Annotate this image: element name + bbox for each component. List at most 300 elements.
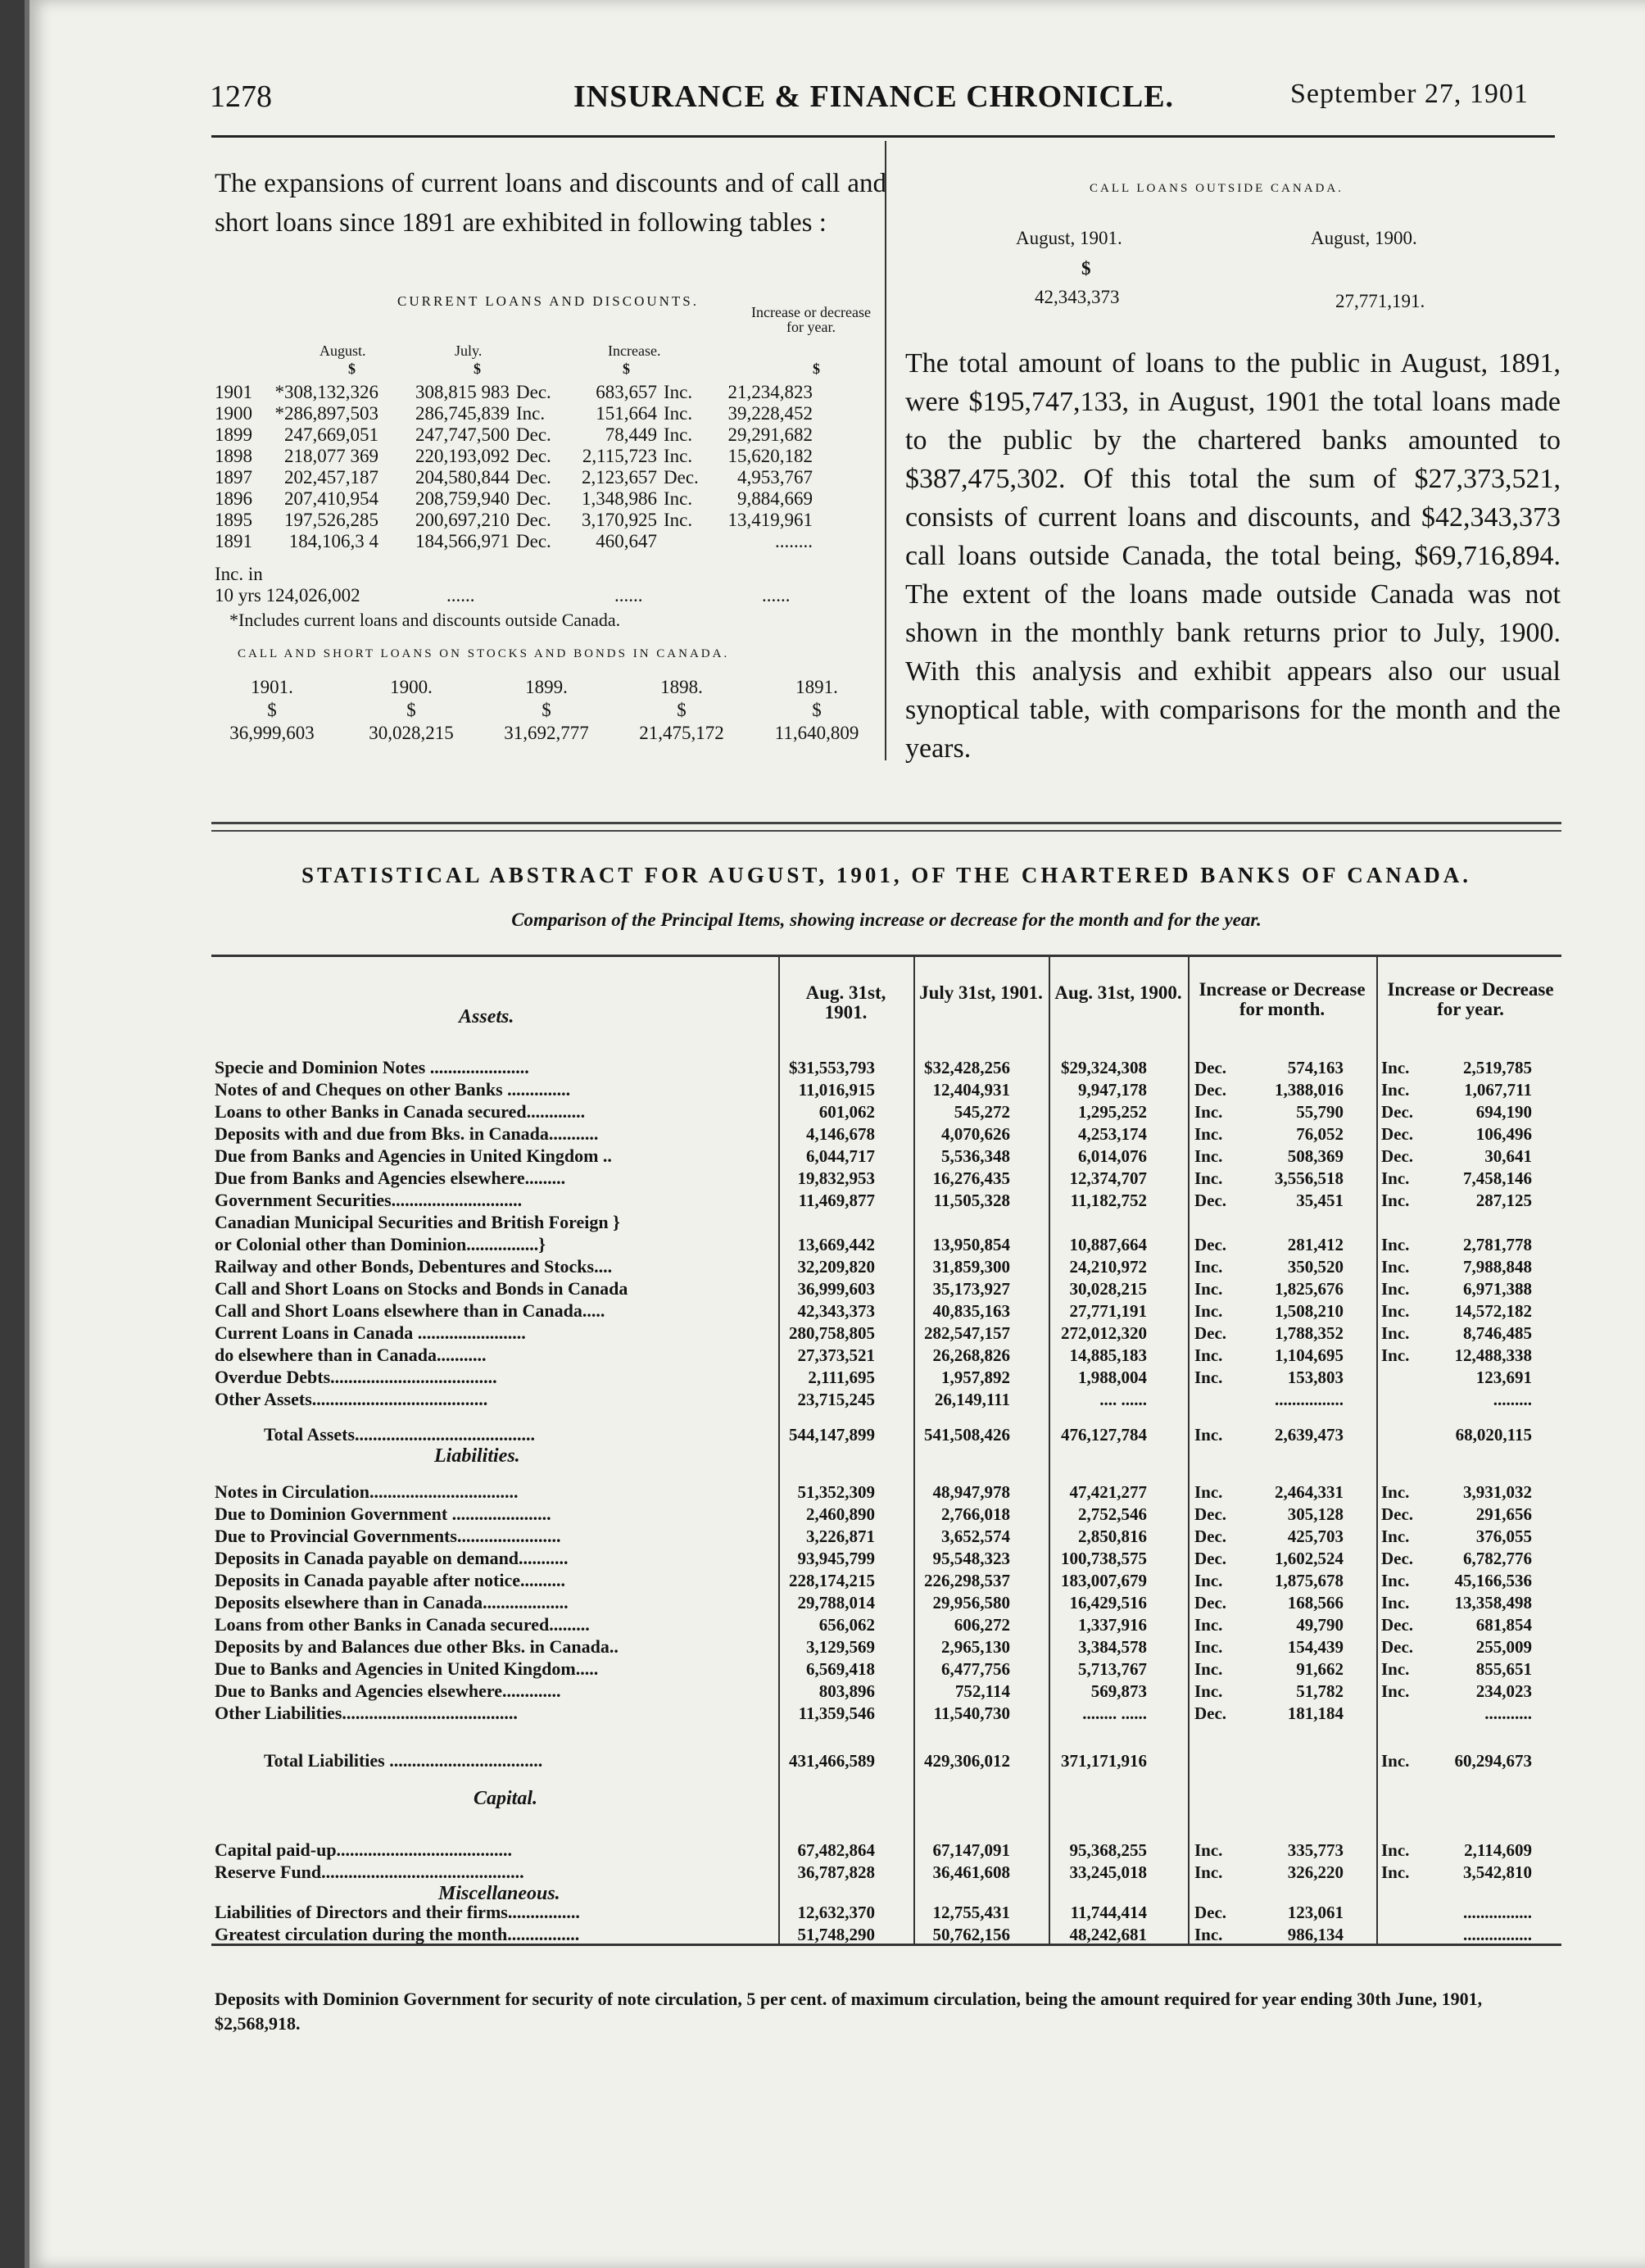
misc-row-aug-1901: 51,748,290 xyxy=(797,1925,875,1944)
asset-row-year-direction: Dec. xyxy=(1381,1146,1414,1166)
liability-row-month-direction: Dec. xyxy=(1194,1703,1227,1723)
asset-row-aug-1901: 36,999,603 xyxy=(797,1279,875,1299)
capital-row-label: Reserve Fund............................................. xyxy=(215,1862,524,1882)
current-loans-cell: Inc. xyxy=(664,510,693,530)
misc-row-aug-1901: 12,632,370 xyxy=(797,1903,875,1922)
asset-row-jul-1901: 11,505,328 xyxy=(933,1191,1010,1210)
total-liabilities-year-change: 60,294,673 xyxy=(1454,1751,1532,1771)
total-assets-aug-1900: 476,127,784 xyxy=(1061,1425,1147,1445)
liability-row-year-direction: Inc. xyxy=(1381,1571,1410,1590)
inc-dots: ...... xyxy=(446,585,475,606)
call-short-loans-year: 1900. xyxy=(390,677,433,697)
liability-row-aug-1900: 2,752,546 xyxy=(1078,1504,1147,1524)
abstract-subtitle: Comparison of the Principal Items, showing increase or decrease for the month and for the year. xyxy=(511,909,1262,930)
asset-row-jul-1901: 5,536,348 xyxy=(941,1146,1010,1166)
asset-row-jul-1901: 16,276,435 xyxy=(932,1168,1010,1188)
liability-row-jul-1901: 29,956,580 xyxy=(932,1593,1010,1613)
asset-row-aug-1900: 12,374,707 xyxy=(1069,1168,1147,1188)
call-loans-outside-year-1900: August, 1900. xyxy=(1311,228,1417,248)
asset-row-year-direction: Inc. xyxy=(1381,1168,1410,1188)
liability-row-jul-1901: 3,652,574 xyxy=(941,1526,1010,1546)
misc-row-year-change: ................ xyxy=(1463,1903,1532,1922)
asset-row-label: Specie and Dominion Notes ...................... xyxy=(215,1057,529,1077)
asset-row-year-direction: Inc. xyxy=(1381,1345,1410,1365)
liability-row-aug-1900: 47,421,277 xyxy=(1069,1482,1147,1502)
liability-row-year-change: 291,656 xyxy=(1475,1504,1532,1524)
current-loans-cell: ........ xyxy=(775,531,813,551)
liability-row-label: Due to Banks and Agencies elsewhere............. xyxy=(215,1681,561,1701)
page-number: 1278 xyxy=(210,79,272,114)
asset-row-month-direction: Dec. xyxy=(1194,1323,1227,1343)
asset-row-month-direction: Inc. xyxy=(1194,1102,1223,1122)
asset-row-jul-1901: 13,950,854 xyxy=(932,1235,1010,1254)
call-short-loans-value: 36,999,603 xyxy=(229,723,315,743)
dollar-sign: $ xyxy=(267,700,277,720)
asset-row-month-change: 1,788,352 xyxy=(1275,1323,1344,1343)
liability-row-year-direction: Dec. xyxy=(1381,1504,1414,1524)
capital-row-label: Capital paid-up....................................... xyxy=(215,1839,513,1860)
call-short-loans-value: 31,692,777 xyxy=(504,723,589,743)
asset-row-jul-1901: 26,268,826 xyxy=(932,1345,1010,1365)
asset-row-label: Deposits with and due from Bks. in Canada........... xyxy=(215,1123,599,1144)
current-loans-cell: Dec. xyxy=(516,382,551,402)
liability-row-aug-1901: 11,359,546 xyxy=(798,1703,875,1723)
call-short-loans-value: 11,640,809 xyxy=(774,723,859,743)
liability-row-aug-1900: 2,850,816 xyxy=(1078,1526,1147,1546)
total-assets-label: Total Assets........................................ xyxy=(264,1424,536,1445)
asset-row-aug-1901: 13,669,442 xyxy=(797,1235,875,1254)
asset-row-label: Railway and other Bonds, Debentures and Stocks.... xyxy=(215,1256,613,1277)
column-rule xyxy=(778,955,780,1944)
call-short-loans-column xyxy=(759,676,874,745)
current-loans-cell: Dec. xyxy=(516,510,551,530)
current-loans-title: CURRENT LOANS AND DISCOUNTS. xyxy=(397,293,699,309)
liability-row-aug-1901: 93,945,799 xyxy=(797,1549,875,1568)
liability-row-year-change: 681,854 xyxy=(1475,1615,1532,1635)
liability-row-aug-1901: 228,174,215 xyxy=(789,1571,875,1590)
asset-row-label: Overdue Debts..................................... xyxy=(215,1367,497,1387)
asset-row-aug-1901: 4,146,678 xyxy=(806,1124,875,1144)
call-loans-outside-title: CALL LOANS OUTSIDE CANADA. xyxy=(1090,182,1344,195)
capital-row-month-direction: Inc. xyxy=(1194,1862,1223,1882)
current-loans-cell: 3,170,925 xyxy=(582,510,657,530)
liability-row-month-change: 425,703 xyxy=(1287,1526,1344,1546)
column-rule xyxy=(1376,955,1378,1944)
capital-row-jul-1901: 36,461,608 xyxy=(932,1862,1010,1882)
current-loans-cell: 184,566,971 xyxy=(415,531,510,551)
call-short-loans-value: 21,475,172 xyxy=(639,723,724,743)
asset-row-aug-1900: 11,182,752 xyxy=(1070,1191,1147,1210)
total-liabilities-label: Total Liabilities .................................. xyxy=(264,1750,543,1771)
total-liabilities-aug-1900: 371,171,916 xyxy=(1061,1751,1147,1771)
asset-row-month-direction: Inc. xyxy=(1194,1345,1223,1365)
current-loans-cell: 1895 xyxy=(215,510,252,530)
asset-row-month-direction: Dec. xyxy=(1194,1191,1227,1210)
total-assets-year-change: 68,020,115 xyxy=(1455,1425,1532,1445)
col-header-aug-1900: Aug. 31st, 1900. xyxy=(1054,982,1182,1003)
asset-row-year-direction: Dec. xyxy=(1381,1124,1414,1144)
current-loans-cell: *308,132,326 xyxy=(274,382,378,402)
asset-row-jul-1901: 1,957,892 xyxy=(941,1368,1010,1387)
liability-row-month-direction: Dec. xyxy=(1194,1526,1227,1546)
asset-row-label: Canadian Municipal Securities and British Foreign } xyxy=(215,1212,620,1232)
liability-row-month-change: 1,602,524 xyxy=(1275,1549,1344,1568)
current-loans-cell: 218,077 369 xyxy=(284,446,378,466)
asset-row-aug-1900: 1,295,252 xyxy=(1078,1102,1147,1122)
asset-row-aug-1901: $31,553,793 xyxy=(789,1058,875,1077)
call-short-loans-column xyxy=(354,676,469,745)
asset-row-year-change: 12,488,338 xyxy=(1454,1345,1532,1365)
asset-row-year-direction: Inc. xyxy=(1381,1257,1410,1277)
col-header-year: Increase or Decrease for year. xyxy=(1387,979,1554,1019)
liability-row-jul-1901: 11,540,730 xyxy=(933,1703,1010,1723)
dollar-sign: $ xyxy=(623,361,630,377)
liability-row-year-direction: Dec. xyxy=(1381,1637,1414,1657)
asset-row-month-change: 1,104,695 xyxy=(1275,1345,1344,1365)
liability-row-label: Deposits elsewhere than in Canada................... xyxy=(215,1592,569,1613)
capital-row-year-change: 2,114,609 xyxy=(1464,1840,1532,1860)
dollar-sign: $ xyxy=(677,700,687,720)
asset-row-aug-1901: 11,016,915 xyxy=(798,1080,875,1100)
asset-row-year-change: 7,458,146 xyxy=(1463,1168,1532,1188)
current-loans-cell: Dec. xyxy=(516,531,551,551)
current-loans-cell: 9,884,669 xyxy=(737,488,813,509)
asset-row-month-change: 508,369 xyxy=(1287,1146,1344,1166)
capital-row-jul-1901: 67,147,091 xyxy=(932,1840,1010,1860)
capital-row-month-change: 335,773 xyxy=(1287,1840,1344,1860)
liability-row-jul-1901: 752,114 xyxy=(954,1681,1010,1701)
total-liabilities-jul-1901: 429,306,012 xyxy=(924,1751,1010,1771)
asset-row-year-change: 287,125 xyxy=(1475,1191,1532,1210)
liability-row-year-change: 376,055 xyxy=(1475,1526,1532,1546)
current-loans-cell: 1899 xyxy=(215,424,252,445)
current-loans-cell: 308,815 983 xyxy=(415,382,510,402)
liability-row-aug-1901: 803,896 xyxy=(818,1681,875,1701)
dollar-sign: $ xyxy=(542,700,551,720)
capital-row-aug-1901: 67,482,864 xyxy=(797,1840,875,1860)
asset-row-label: Loans to other Banks in Canada secured............. xyxy=(215,1101,586,1122)
asset-row-aug-1900: 14,885,183 xyxy=(1069,1345,1147,1365)
asset-row-month-change: 1,508,210 xyxy=(1275,1301,1344,1321)
total-assets-month-direction: Inc. xyxy=(1194,1425,1223,1445)
liabilities-heading: Liabilities. xyxy=(434,1445,520,1467)
liability-row-year-change: 255,009 xyxy=(1475,1637,1532,1657)
asset-row-aug-1900: 272,012,320 xyxy=(1061,1323,1147,1343)
asset-row-year-change: 30,641 xyxy=(1484,1146,1532,1166)
current-loans-cell: 207,410,954 xyxy=(284,488,378,509)
current-loans-cell: 1897 xyxy=(215,467,252,488)
liability-row-year-direction: Inc. xyxy=(1381,1681,1410,1701)
current-loans-cell: 1891 xyxy=(215,531,252,551)
liability-row-aug-1900: 183,007,679 xyxy=(1061,1571,1147,1590)
asset-row-month-change: 281,412 xyxy=(1287,1235,1344,1254)
loans-summary-paragraph: The total amount of loans to the public in August, 1891, were $195,747,133, in August, 1901 the total loans made to the public by the chartered banks amounted to $387,475,302. Of this total the sum of $27,373,521, consists of current loans and discounts, and $42,343,373 call loans outside Canada, the total being, $69,716,894. The extent of the loans made outside Canada was not shown in the monthly bank returns prior to July, 1900. With this analysis and exhibit appears also our usual synoptical table, with comparisons for the month and the years. xyxy=(905,348,1561,764)
assets-heading: Assets. xyxy=(459,1006,514,1027)
current-loans-cell: Inc. xyxy=(664,446,693,466)
current-loans-cell: 220,193,092 xyxy=(415,446,510,466)
asset-row-aug-1900: 10,887,664 xyxy=(1069,1235,1147,1254)
inc-ten-years-label xyxy=(215,564,360,606)
liability-row-month-change: 91,662 xyxy=(1296,1659,1344,1679)
misc-row-label: Greatest circulation during the month................ xyxy=(215,1924,580,1944)
inc-ten-years-value: 124,026,002 xyxy=(265,585,360,606)
asset-row-aug-1900: 24,210,972 xyxy=(1069,1257,1147,1277)
total-liabilities-year-direction: Inc. xyxy=(1381,1751,1410,1771)
asset-row-month-direction: Dec. xyxy=(1194,1080,1227,1100)
section-rule xyxy=(211,830,1561,832)
current-loans-cell: Inc. xyxy=(664,488,693,509)
asset-row-year-change: 694,190 xyxy=(1475,1102,1532,1122)
current-loans-cell: 202,457,187 xyxy=(284,467,378,488)
current-loans-cell: Inc. xyxy=(664,382,693,402)
current-loans-header-july: July. xyxy=(455,342,483,359)
asset-row-year-direction: Inc. xyxy=(1381,1058,1410,1077)
asset-row-aug-1901: 23,715,245 xyxy=(797,1390,875,1409)
asset-row-month-change: 574,163 xyxy=(1287,1058,1344,1077)
asset-row-year-change: 2,519,785 xyxy=(1463,1058,1532,1077)
asset-row-aug-1900: 30,028,215 xyxy=(1069,1279,1147,1299)
current-loans-cell: 1900 xyxy=(215,403,252,424)
dollar-sign: $ xyxy=(474,361,481,377)
call-short-loans-year: 1901. xyxy=(251,677,293,697)
dollar-sign: $ xyxy=(406,700,416,720)
asset-row-aug-1901: 280,758,805 xyxy=(789,1323,875,1343)
liability-row-month-change: 49,790 xyxy=(1296,1615,1344,1635)
liability-row-jul-1901: 48,947,978 xyxy=(932,1482,1010,1502)
current-loans-cell: 21,234,823 xyxy=(727,382,813,402)
current-loans-cell: 1896 xyxy=(215,488,252,509)
liability-row-aug-1900: ........ ...... xyxy=(1082,1703,1147,1723)
col-header-aug-1901: Aug. 31st, 1901. xyxy=(805,982,886,1023)
column-divider xyxy=(885,141,886,760)
liability-row-year-change: 855,651 xyxy=(1475,1659,1532,1679)
liability-row-label: Deposits in Canada payable after notice.......... xyxy=(215,1570,565,1590)
asset-row-jul-1901: 31,859,300 xyxy=(932,1257,1010,1277)
current-loans-cell: Dec. xyxy=(516,467,551,488)
total-assets-aug-1901: 544,147,899 xyxy=(789,1425,875,1445)
asset-row-year-change: 7,988,848 xyxy=(1463,1257,1532,1277)
capital-row-year-change: 3,542,810 xyxy=(1463,1862,1532,1882)
asset-row-aug-1901: 11,469,877 xyxy=(798,1191,875,1210)
current-loans-cell: 286,745,839 xyxy=(415,403,510,424)
liability-row-jul-1901: 95,548,323 xyxy=(932,1549,1010,1568)
current-loans-cell: Inc. xyxy=(516,403,546,424)
section-rule xyxy=(211,822,1561,824)
liability-row-month-direction: Inc. xyxy=(1194,1615,1223,1635)
misc-row-label: Liabilities of Directors and their firms................ xyxy=(215,1902,580,1922)
current-loans-cell: 683,657 xyxy=(596,382,657,402)
asset-row-month-direction: Dec. xyxy=(1194,1235,1227,1254)
current-loans-cell: Dec. xyxy=(664,467,699,488)
asset-row-aug-1900: 4,253,174 xyxy=(1078,1124,1147,1144)
call-loans-outside-year-1901: August, 1901. xyxy=(1016,228,1122,248)
liability-row-month-change: 1,875,678 xyxy=(1275,1571,1344,1590)
liability-row-jul-1901: 2,766,018 xyxy=(941,1504,1010,1524)
liability-row-year-direction: Inc. xyxy=(1381,1482,1410,1502)
liability-row-year-change: ........... xyxy=(1484,1703,1532,1723)
asset-row-month-change: 1,825,676 xyxy=(1275,1279,1344,1299)
liability-row-jul-1901: 2,965,130 xyxy=(941,1637,1010,1657)
asset-row-year-direction: Inc. xyxy=(1381,1235,1410,1254)
liability-row-month-change: 168,566 xyxy=(1287,1593,1344,1613)
current-loans-row xyxy=(215,467,813,488)
misc-row-aug-1900: 11,744,414 xyxy=(1070,1903,1147,1922)
asset-row-aug-1900: .... ...... xyxy=(1099,1390,1147,1409)
liability-row-aug-1900: 16,429,516 xyxy=(1069,1593,1147,1613)
liability-row-label: Deposits in Canada payable on demand........... xyxy=(215,1548,569,1568)
liability-row-aug-1901: 2,460,890 xyxy=(806,1504,875,1524)
liability-row-jul-1901: 606,272 xyxy=(954,1615,1010,1635)
asset-row-year-change: 2,781,778 xyxy=(1463,1235,1532,1254)
asset-row-year-change: ......... xyxy=(1493,1390,1532,1409)
asset-row-year-change: 6,971,388 xyxy=(1463,1279,1532,1299)
capital-row-month-change: 326,220 xyxy=(1287,1862,1344,1882)
asset-row-label: or Colonial other than Dominion................} xyxy=(215,1234,546,1254)
current-loans-cell: 208,759,940 xyxy=(415,488,510,509)
asset-row-jul-1901: 26,149,111 xyxy=(934,1390,1010,1409)
capital-row-year-direction: Inc. xyxy=(1381,1862,1410,1882)
asset-row-year-direction: Inc. xyxy=(1381,1279,1410,1299)
liability-row-month-direction: Inc. xyxy=(1194,1637,1223,1657)
current-loans-cell: 2,115,723 xyxy=(582,446,657,466)
call-loans-outside-value-1901: 42,343,373 xyxy=(1035,287,1120,307)
current-loans-cell: 78,449 xyxy=(605,424,657,445)
column-rule xyxy=(913,955,915,1944)
current-loans-row xyxy=(215,382,813,403)
call-short-loans-table xyxy=(215,676,870,750)
liability-row-label: Loans from other Banks in Canada secured......... xyxy=(215,1614,590,1635)
liability-row-aug-1901: 656,062 xyxy=(818,1615,875,1635)
current-loans-header-august: August. xyxy=(319,342,366,359)
call-short-loans-title: CALL AND SHORT LOANS ON STOCKS AND BONDS IN CANADA. xyxy=(238,647,730,660)
current-loans-row xyxy=(215,403,813,424)
issue-date: September 27, 1901 xyxy=(1290,79,1529,109)
asset-row-label: Due from Banks and Agencies in United Kingdom .. xyxy=(215,1145,612,1166)
misc-row-month-change: 123,061 xyxy=(1287,1903,1344,1922)
misc-row-aug-1900: 48,242,681 xyxy=(1069,1925,1147,1944)
capital-row-year-direction: Inc. xyxy=(1381,1840,1410,1860)
miscellaneous-heading: Miscellaneous. xyxy=(438,1883,560,1904)
liability-row-year-direction: Inc. xyxy=(1381,1659,1410,1679)
liability-row-year-change: 3,931,032 xyxy=(1463,1482,1532,1502)
asset-row-aug-1901: 42,343,373 xyxy=(797,1301,875,1321)
asset-row-month-direction: Inc. xyxy=(1194,1257,1223,1277)
abstract-title: STATISTICAL ABSTRACT FOR AUGUST, 1901, OF THE CHARTERED BANKS OF CANADA. xyxy=(301,863,1471,887)
liability-row-label: Due to Provincial Governments....................... xyxy=(215,1526,561,1546)
liability-row-label: Notes in Circulation................................. xyxy=(215,1481,519,1502)
column-rule xyxy=(1049,955,1050,1944)
current-loans-cell: 204,580,844 xyxy=(415,467,510,488)
call-short-loans-column xyxy=(489,676,604,745)
liability-row-aug-1901: 3,226,871 xyxy=(806,1526,875,1546)
liability-row-label: Due to Dominion Government ...................... xyxy=(215,1504,551,1524)
asset-row-label: do elsewhere than in Canada........... xyxy=(215,1345,487,1365)
current-loans-cell: 1898 xyxy=(215,446,252,466)
liability-row-year-direction: Dec. xyxy=(1381,1549,1414,1568)
asset-row-month-change: ................ xyxy=(1275,1390,1344,1409)
asset-row-month-change: 153,803 xyxy=(1287,1368,1344,1387)
call-short-loans-year: 1899. xyxy=(525,677,568,697)
liability-row-month-direction: Dec. xyxy=(1194,1593,1227,1613)
current-loans-row xyxy=(215,424,813,446)
asset-row-month-change: 55,790 xyxy=(1296,1102,1344,1122)
asset-row-year-change: 106,496 xyxy=(1475,1124,1532,1144)
intro-paragraph: The expansions of current loans and discounts and of call and short loans since 1891 are exhibited in following tables : xyxy=(215,169,886,238)
header-rule xyxy=(211,135,1555,138)
misc-row-year-change: ................ xyxy=(1463,1925,1532,1944)
asset-row-year-direction: Inc. xyxy=(1381,1323,1410,1343)
liability-row-label: Due to Banks and Agencies in United Kingdom..... xyxy=(215,1658,599,1679)
asset-row-month-change: 35,451 xyxy=(1296,1191,1344,1210)
current-loans-cell: 197,526,285 xyxy=(284,510,378,530)
asset-row-aug-1900: 9,947,178 xyxy=(1078,1080,1147,1100)
current-loans-row xyxy=(215,531,813,552)
current-loans-cell: *286,897,503 xyxy=(274,403,378,424)
total-assets-jul-1901: 541,508,426 xyxy=(924,1425,1010,1445)
dollar-sign: $ xyxy=(1081,258,1091,279)
liability-row-label: Deposits by and Balances due other Bks. in Canada.. xyxy=(215,1636,619,1657)
call-loans-outside-value-1900: 27,771,191. xyxy=(1335,291,1425,311)
liability-row-aug-1901: 6,569,418 xyxy=(806,1659,875,1679)
dollar-sign: $ xyxy=(812,700,822,720)
call-short-loans-value: 30,028,215 xyxy=(369,723,454,743)
capital-row-aug-1901: 36,787,828 xyxy=(797,1862,875,1882)
current-loans-cell: Dec. xyxy=(516,488,551,509)
current-loans-cell: 247,669,051 xyxy=(284,424,378,445)
capital-row-aug-1900: 33,245,018 xyxy=(1069,1862,1147,1882)
asset-row-aug-1901: 32,209,820 xyxy=(797,1257,875,1277)
current-loans-header-increase: Increase. xyxy=(608,342,661,359)
liability-row-month-change: 154,439 xyxy=(1287,1637,1344,1657)
asset-row-aug-1901: 601,062 xyxy=(818,1102,875,1122)
current-loans-cell: 460,647 xyxy=(596,531,657,551)
misc-row-month-direction: Dec. xyxy=(1194,1903,1227,1922)
liability-row-year-direction: Inc. xyxy=(1381,1593,1410,1613)
liability-row-aug-1900: 3,384,578 xyxy=(1078,1637,1147,1657)
asset-row-jul-1901: 35,173,927 xyxy=(932,1279,1010,1299)
current-loans-cell: Inc. xyxy=(664,424,693,445)
call-short-loans-year: 1891. xyxy=(795,677,838,697)
current-loans-cell: 2,123,657 xyxy=(582,467,657,488)
asset-row-month-direction: Dec. xyxy=(1194,1058,1227,1077)
asset-row-jul-1901: 40,835,163 xyxy=(932,1301,1010,1321)
asset-row-aug-1901: 27,373,521 xyxy=(797,1345,875,1365)
asset-row-year-change: 123,691 xyxy=(1475,1368,1532,1387)
asset-row-month-direction: Inc. xyxy=(1194,1301,1223,1321)
asset-row-month-change: 1,388,016 xyxy=(1275,1080,1344,1100)
misc-row-jul-1901: 12,755,431 xyxy=(932,1903,1010,1922)
current-loans-cell: 15,620,182 xyxy=(727,446,813,466)
liability-row-month-change: 305,128 xyxy=(1287,1504,1344,1524)
call-short-loans-column xyxy=(215,676,329,745)
asset-row-year-direction: Inc. xyxy=(1381,1191,1410,1210)
current-loans-cell: 200,697,210 xyxy=(415,510,510,530)
asset-row-label: Call and Short Loans elsewhere than in Canada..... xyxy=(215,1300,605,1321)
asset-row-year-direction: Inc. xyxy=(1381,1301,1410,1321)
asset-row-month-direction: Inc. xyxy=(1194,1368,1223,1387)
total-assets-month-change: 2,639,473 xyxy=(1275,1425,1344,1445)
liability-row-aug-1900: 1,337,916 xyxy=(1078,1615,1147,1635)
asset-row-label: Due from Banks and Agencies elsewhere......... xyxy=(215,1168,566,1188)
asset-row-label: Government Securities............................. xyxy=(215,1190,523,1210)
liability-row-month-direction: Inc. xyxy=(1194,1681,1223,1701)
asset-row-jul-1901: 4,070,626 xyxy=(941,1124,1010,1144)
asset-row-jul-1901: 12,404,931 xyxy=(932,1080,1010,1100)
current-loans-cell: 151,664 xyxy=(596,403,657,424)
current-loans-header-year: Increase or decrease for year. xyxy=(751,304,871,335)
liability-row-year-direction: Inc. xyxy=(1381,1526,1410,1546)
inc-dots: ...... xyxy=(614,585,643,606)
